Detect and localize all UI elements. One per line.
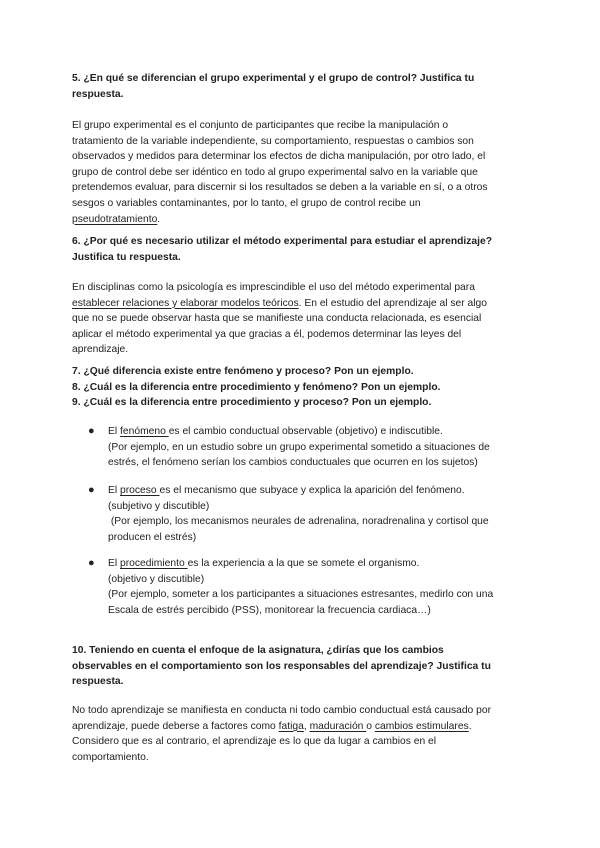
- procedimiento-term: procedimiento: [120, 558, 188, 569]
- bullet-proceso-line: [108, 483, 528, 499]
- question-10-title-line: respuesta.: [72, 676, 124, 688]
- text: es el mecanismo que subyace y explica la aparición del fenómeno.: [159, 485, 465, 496]
- answer-10-line: Considero que es al contrario, el aprendizaje es lo que da lugar a cambios en el: [72, 736, 437, 748]
- modelos-teoricos-term: establecer relaciones y elaborar modelos teóricos: [72, 297, 299, 309]
- answer-5-line: [72, 212, 532, 228]
- bullet-proceso-line: (subjetivo y discutible): [108, 500, 210, 512]
- proceso-term: proceso: [120, 485, 160, 496]
- maduracion-term: maduración: [309, 720, 367, 732]
- bullet-procedimiento-line: (objetivo y discutible): [108, 573, 205, 585]
- question-10-title-line: 10. Teniendo en cuenta el enfoque de la asignatura, ¿dirías que los cambios: [72, 645, 444, 656]
- question-10-title: [72, 643, 542, 690]
- answer-6-line-rest: . En el estudio del aprendizaje al ser algo: [298, 297, 487, 309]
- bullet-procedimiento-line: [108, 556, 528, 572]
- fatiga-term: fatiga: [278, 720, 304, 732]
- answer-6-line: aprendizaje.: [72, 344, 129, 356]
- answer-10: [72, 703, 532, 765]
- bullet-fenomeno-line: [108, 424, 528, 440]
- question-6-title: [72, 234, 542, 265]
- answer-6-line: que no se puede observar hasta que se manifieste una conducta relacionada, es esencial: [72, 313, 482, 325]
- answer-10-line: No todo aprendizaje se manifiesta en conducta ni todo cambio conductual está causado por: [72, 705, 492, 716]
- bullet-icon: ●: [88, 425, 95, 437]
- answer-5-line: sesgos o variables contaminantes, por lo tanto, el grupo de control recibe un: [72, 197, 421, 209]
- question-5-title: [72, 71, 542, 102]
- separator: ,: [303, 720, 310, 732]
- question-6-title-line: Justifica tu respuesta.: [72, 251, 181, 263]
- bullet-procedimiento-line: (Por ejemplo, someter a los participantes a situaciones estresantes, medirlo con una: [108, 589, 494, 601]
- bullet-proceso-line: producen el estrés): [108, 531, 197, 543]
- question-6-title-line: 6. ¿Por qué es necesario utilizar el método experimental para estudiar el aprendizaje?: [72, 236, 493, 247]
- bullet-icon: ●: [88, 484, 95, 496]
- answer-5-line: El grupo experimental es el conjunto de participantes que recibe la manipulación o: [72, 120, 449, 131]
- pseudotratamiento-term: pseudotratamiento: [72, 213, 158, 225]
- bullet-proceso-line: (Por ejemplo, los mecanismos neurales de adrenalina, noradrenalina y cortisol que: [108, 516, 489, 528]
- questions-7-8-9-titles: [72, 364, 542, 411]
- question-8-title: 8. ¿Cuál es la diferencia entre procedimiento y fenómeno? Pon un ejemplo.: [72, 381, 441, 393]
- answer-5-line: grupo de control debe ser idéntico en todo al grupo experimental salvo en la variable que: [72, 166, 478, 178]
- bullet-procedimiento-line: Escala de estrés percibido (PSS), monitorear la frecuencia cardiaca…): [108, 604, 431, 616]
- text: aprendizaje, puede deberse a factores como: [72, 720, 279, 732]
- text: El: [108, 485, 121, 496]
- answer-5-line: tratamiento de la variable independiente, su comportamiento, respuestas o cambios son: [72, 135, 474, 147]
- answer-6: [72, 280, 532, 358]
- question-9-title: 9. ¿Cuál es la diferencia entre procedimiento y proceso? Pon un ejemplo.: [72, 397, 432, 409]
- answer-6-line: En disciplinas como la psicología es imprescindible el uso del método experimental para: [72, 282, 475, 293]
- bullet-fenomeno-line: estrés, el fenómeno serían los cambios conductuales que ocurren en los sujetos): [108, 457, 478, 469]
- bullet-fenomeno-text: [108, 424, 528, 471]
- text: El: [108, 558, 121, 569]
- answer-6-line: aplicar el método experimental ya que gracias a él, podemos determinar las leyes del: [72, 328, 462, 340]
- bullet-icon: ●: [88, 557, 95, 569]
- text: es la experiencia a la que se somete el organismo.: [187, 558, 420, 569]
- answer-5: [72, 118, 532, 227]
- answer-5-line: observados y medidos para determinar los efectos de dicha manipulación, por otro lado, el: [72, 151, 486, 163]
- question-7-title: 7. ¿Qué diferencia existe entre fenómeno y proceso? Pon un ejemplo.: [72, 366, 414, 377]
- bullet-procedimiento-text: [108, 556, 528, 618]
- question-5-title-line: respuesta.: [72, 88, 124, 100]
- fenomeno-term: fenómeno: [120, 426, 169, 437]
- bullet-fenomeno-line: (Por ejemplo, en un estudio sobre un grupo experimental sometido a situaciones de: [108, 441, 490, 453]
- separator: o: [366, 720, 375, 732]
- answer-6-line: [72, 296, 532, 312]
- cambios-estimulares-term: cambios estimulares: [374, 720, 469, 732]
- answer-5-line: pretendemos evaluar, para discernir si los resultados se deben a la variable en sí, o a otros: [72, 182, 488, 194]
- bullet-proceso-text: [108, 483, 528, 545]
- period: .: [157, 213, 161, 225]
- question-5-title-line: 5. ¿En qué se diferencian el grupo experimental y el grupo de control? Justifica tu: [72, 73, 475, 84]
- text: es el cambio conductual observable (objetivo) e indiscutible.: [168, 426, 443, 437]
- question-10-title-line: observables en el comportamiento son los responsables del aprendizaje? Justifica tu: [72, 660, 491, 672]
- text: El: [108, 426, 121, 437]
- period: .: [468, 720, 472, 732]
- answer-10-line: [72, 719, 532, 735]
- answer-10-line: comportamiento.: [72, 751, 149, 763]
